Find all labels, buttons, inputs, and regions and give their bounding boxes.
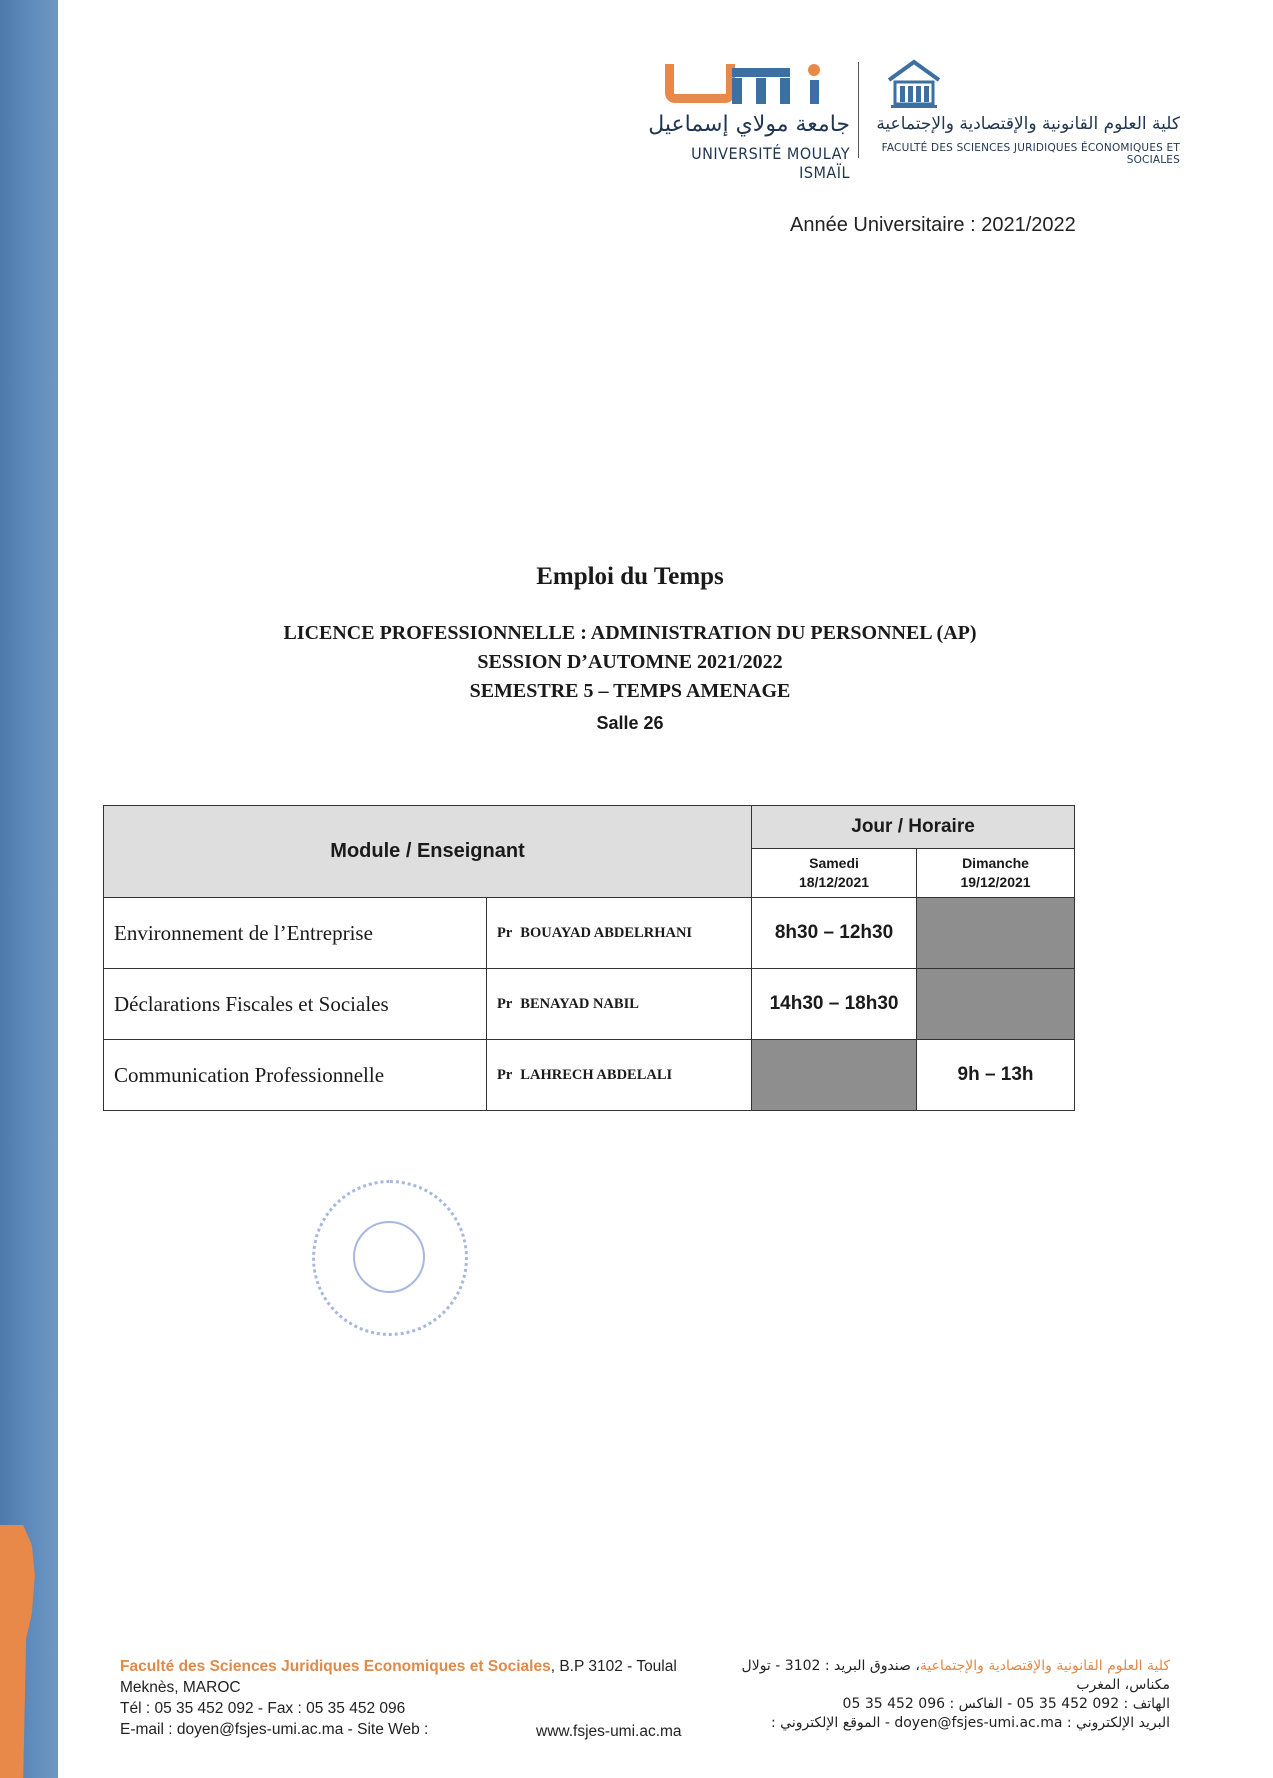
umi-logo-mark	[640, 60, 850, 108]
official-stamp	[312, 1180, 468, 1336]
header-day-dimanche	[917, 849, 1075, 898]
footer-faculty-name: Faculté des Sciences Juridiques Economiques et Sociales	[120, 1658, 551, 1675]
schedule-table	[103, 805, 1075, 1111]
day-date: 19/12/2021	[960, 874, 1031, 890]
footer-arabic-city: مكناس، المغرب	[1076, 1677, 1170, 1693]
footer-arabic	[700, 1658, 1170, 1734]
teacher-prefix: Pr	[497, 995, 513, 1012]
umi-arabic-name: جامعة مولاي إسماعيل	[648, 112, 850, 137]
left-decorative-stripe	[0, 0, 58, 1778]
faculty-arabic-name: كلية العلوم القانونية والإقتصادية والإجتماعية	[876, 114, 1180, 134]
footer-arabic-faculty: كلية العلوم القانونية والإقتصادية والإجتماعية	[919, 1658, 1170, 1674]
table-row	[104, 969, 1075, 1040]
teacher-cell	[487, 1040, 752, 1111]
module-name: Environnement de l’Entreprise	[104, 898, 487, 969]
academic-year: Année Universitaire : 2021/2022	[790, 214, 1076, 236]
teacher-prefix: Pr	[497, 1066, 513, 1083]
teacher-cell	[487, 898, 752, 969]
footer-website: www.fsjes-umi.ac.ma	[536, 1723, 682, 1740]
table-header-row	[104, 806, 1075, 849]
teacher-name: LAHRECH ABDELALI	[520, 1066, 673, 1083]
footer-email: E-mail : doyen@fsjes-umi.ac.ma - Site Web :	[120, 1721, 429, 1738]
day-name: Dimanche	[962, 855, 1029, 871]
header-jour-horaire: Jour / Horaire	[752, 806, 1075, 849]
footer-phone: Tél : 05 35 452 092 - Fax : 05 35 452 096	[120, 1700, 406, 1717]
teacher-prefix: Pr	[497, 924, 513, 941]
slot-samedi: 8h30 – 12h30	[752, 898, 917, 969]
footer-arabic-email: البريد الإلكتروني : doyen@fsjes-umi.ac.ma - الموقع الإلكتروني :	[770, 1715, 1170, 1731]
footer-city: Meknès, MAROC	[120, 1679, 241, 1696]
module-name: Déclarations Fiscales et Sociales	[104, 969, 487, 1040]
room-label: Salle 26	[596, 713, 664, 733]
teacher-cell	[487, 969, 752, 1040]
day-date: 18/12/2021	[798, 874, 870, 890]
header-divider	[858, 62, 859, 158]
header-module-enseignant: Module / Enseignant	[104, 806, 752, 898]
header-day-samedi	[752, 849, 917, 898]
slot-dimanche-empty	[917, 898, 1075, 969]
program-title: LICENCE PROFESSIONNELLE : ADMINISTRATION DU PERSONNEL (AP)	[283, 622, 977, 644]
footer-arabic-phone: الهاتف : 092 452 35 05 - الفاكس : 096 452 35 05	[842, 1696, 1170, 1712]
semester-title: SEMESTRE 5 – TEMPS AMENAGE	[469, 680, 791, 702]
table-row	[104, 898, 1075, 969]
table-row	[104, 1040, 1075, 1111]
faculty-french-name: FACULTÉ DES SCIENCES JURIDIQUES ÉCONOMIQUES ET SOCIALES	[881, 142, 1180, 166]
session-title: SESSION D’AUTOMNE 2021/2022	[477, 651, 783, 673]
teacher-name: BENAYAD NABIL	[520, 995, 639, 1012]
slot-samedi: 14h30 – 18h30	[752, 969, 917, 1040]
module-name: Communication Professionnelle	[104, 1040, 487, 1111]
slot-samedi-empty	[752, 1040, 917, 1111]
footer-arabic-address: ، صندوق البريد : 3102 - تولال	[741, 1658, 920, 1674]
footer-bp: , B.P 3102 - Toulal	[550, 1658, 677, 1675]
slot-dimanche: 9h – 13h	[917, 1040, 1075, 1111]
umi-logo	[640, 60, 850, 182]
page-title: Emploi du Temps	[536, 563, 724, 590]
teacher-name: BOUAYAD ABDELRHANI	[520, 924, 693, 941]
umi-french-name: UNIVERSITÉ MOULAY ISMAÏL	[691, 144, 850, 182]
faculty-building-icon	[885, 58, 943, 110]
slot-dimanche-empty	[917, 969, 1075, 1040]
day-name: Samedi	[809, 855, 859, 871]
